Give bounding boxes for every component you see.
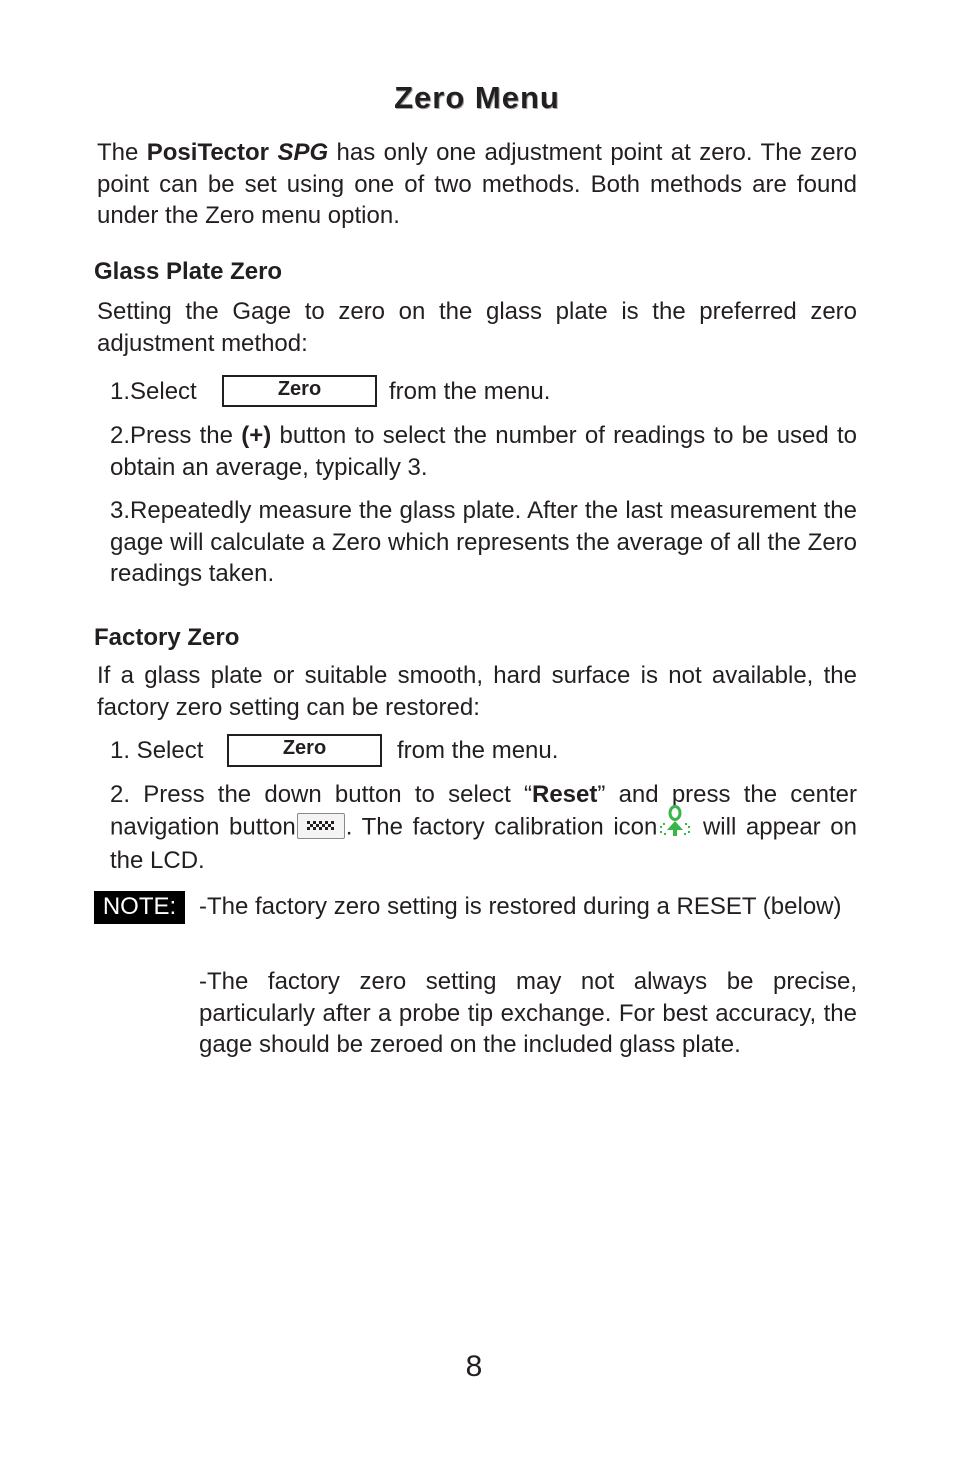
glass-step-2-text-b: button to select the number of readings to be used to obtain an average, typically 3. — [110, 422, 858, 481]
factory-zero-description: If a glass plate or suitable smooth, hard surface is not available, the factory zero setting can be restored: — [97, 662, 857, 721]
factory-zero-heading: Factory Zero — [94, 624, 240, 651]
glass-step-3: 3.Repeatedly measure the glass plate. After the last measurement the gage will calculate a Zero which represents the average of all the Zero readings taken. — [110, 497, 857, 587]
glass-step-2 — [110, 420, 857, 483]
page-number: 8 — [465, 1350, 483, 1383]
brand-name: PosiTector — [146, 139, 270, 166]
center-navigation-button-icon — [297, 813, 345, 839]
factory-calibration-icon — [657, 805, 693, 839]
reset-label: Reset — [532, 781, 598, 808]
glass-step-2-text-a: 2.Press the — [110, 422, 242, 449]
glass-step-1-prefix: 1.Select — [110, 378, 197, 405]
zero-menu-item-factory[interactable]: Zero — [227, 734, 382, 767]
page-title: Zero Menu — [394, 80, 560, 115]
glass-plate-zero-heading: Glass Plate Zero — [94, 258, 283, 285]
note-line-2: -The factory zero setting may not always be precise, particularly after a probe tip exchange. For best accuracy, the gage should be zeroed on the included glass plate. — [199, 968, 857, 1058]
factory-step-1-suffix: from the menu. — [397, 737, 559, 764]
intro-text-1: The — [97, 139, 147, 166]
factory-step-2-text-a: 2. Press the down button to select “ — [110, 781, 532, 808]
plus-button-label: (+) — [241, 422, 272, 449]
factory-step-2 — [110, 779, 857, 876]
zero-menu-item-glass[interactable]: Zero — [222, 375, 377, 407]
glass-step-1-suffix: from the menu. — [389, 378, 551, 405]
model-name: SPG — [277, 139, 329, 166]
factory-step-2-text-c: . The factory calibration icon — [345, 812, 658, 840]
factory-step-2-text-d: will appear on the LCD. — [110, 812, 857, 874]
note-label: NOTE: — [94, 891, 185, 924]
factory-step-1-prefix: 1. Select — [110, 737, 204, 764]
intro-text-2: has only one adjustment point at zero. The zero point can be set using one of two methods. Both methods are found under the Zero menu option. — [97, 139, 857, 229]
glass-plate-description: Setting the Gage to zero on the glass plate is the preferred zero adjustment method: — [97, 298, 857, 357]
intro-paragraph — [97, 137, 857, 232]
factory-step-2-text-b: ” and press the center navigation button — [110, 781, 857, 840]
note-line-1: -The factory zero setting is restored during a RESET (below) — [199, 893, 842, 920]
